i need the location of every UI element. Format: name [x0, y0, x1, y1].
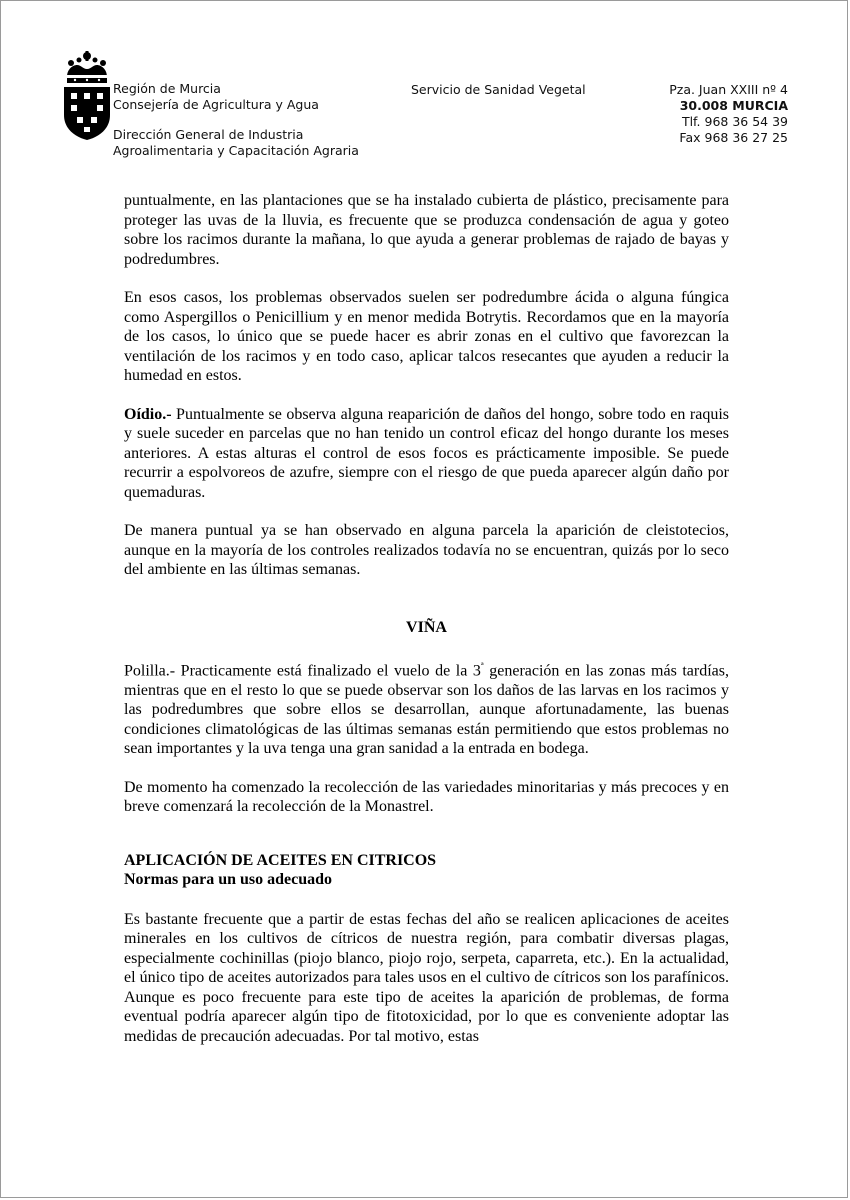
section-title-aceites: APLICACIÓN DE ACEITES EN CITRICOS [124, 851, 437, 869]
oidio-label: Oídio.- [124, 405, 172, 423]
directorate-line-2: Agroalimentaria y Capacitación Agraria [113, 143, 359, 158]
section-title-vina: VIÑA [406, 618, 447, 636]
region-name: Región de Murcia [113, 81, 221, 96]
paragraph: Es bastante frecuente que a partir de estas fechas del año se realicen aplicaciones de aceites minerales en los cultivos de cítricos de nuestra región, para combatir diversas plagas, especialmente cochinillas (piojo blanco, piojo rojo, serpeta, caparreta, etc.). En la actualidad, el único tipo de aceites autorizados para tales usos en el cultivo de cítricos son los parafínicos. Aunque es poco frecuente para este tipo de aceites la aparición de problemas, de forma eventual podría aparecer algún tipo de fitotoxicidad, por lo que es conveniente adoptar las medidas de precaución adecuadas. Por tal motivo, estas [124, 910, 729, 1045]
paragraph: En esos casos, los problemas observados suelen ser podredumbre ácida o alguna fúngica como Aspergillos o Penicillium y en menor medida Botrytis. Recordamos que en la mayoría de los casos, lo único que se puede hacer es abrir zonas en el cultivo que favorezcan la ventilación de los racimos y en todo caso, aplicar talcos resecantes que ayuden a reducir la humedad en estos. [124, 289, 729, 384]
oidio-text: Puntualmente se observa alguna reaparición de daños del hongo, sobre todo en raquis y suele suceder en parcelas que no han tenido un control eficaz del hongo durante los meses anteriores. A estas alturas el control de esos focos es prácticamente imposible. Se puede recurrir a espolvoreos de azufre, siempre con el riesgo de que pueda aparecer algún daño por quemaduras. [124, 405, 729, 501]
directorate-line-1: Dirección General de Industria [113, 127, 304, 142]
phone-number: Tlf. 968 36 54 39 [681, 114, 788, 129]
polilla-text-start: Polilla.- Practicamente está finalizado el vuelo de la 3 [124, 662, 481, 680]
postal-city: 30.008 MURCIA [679, 98, 788, 113]
ministry-name: Consejería de Agricultura y Agua [113, 97, 319, 112]
paragraph-oidio [124, 405, 729, 503]
polilla-text-end: generación en las zonas más tardías, mientras que en el resto lo que se puede observar son los daños de las larvas en los racimos y las podredumbres que sobre ellos se desarrollan, aunque afortunadamente, las buenas condiciones climatológicas de las últimas semanas están permitiendo que estos problemas no sean importantes y la uva tenga una gran sanidad a la entrada en bodega. [124, 662, 730, 758]
section-subtitle: Normas para un uso adecuado [124, 871, 333, 889]
address-block [669, 82, 788, 146]
paragraph-polilla [124, 657, 729, 759]
document-body [124, 191, 729, 1065]
paragraph: De momento ha comenzado la recolección de las variedades minoritarias y más precoces y en breve comenzará la recolección de la Monastrel. [124, 778, 729, 816]
directorate-name [113, 127, 359, 159]
institution-name [113, 81, 319, 113]
fax-number: Fax 968 36 27 25 [679, 130, 788, 145]
region-coat-of-arms-icon [61, 49, 113, 141]
paragraph: puntualmente, en las plantaciones que se ha instalado cubierta de plástico, precisamente para proteger las uvas de la lluvia, es frecuente que se produzca condensación de agua y goteo sobre los racimos durante la mañana, lo que ayuda a generar problemas de rajado de bayas y podredumbres. [124, 192, 729, 268]
street-address: Pza. Juan XXIII nº 4 [669, 82, 788, 97]
ordinal-superscript: ª [480, 661, 484, 672]
letterhead [1, 41, 850, 171]
paragraph: De manera puntual ya se han observado en alguna parcela la aparición de cleistotecios, aunque en la mayoría de los controles realizados todavía no se encuentran, quizás por lo seco del ambiente en las últimas semanas. [124, 522, 729, 578]
service-name: Servicio de Sanidad Vegetal [411, 82, 586, 97]
